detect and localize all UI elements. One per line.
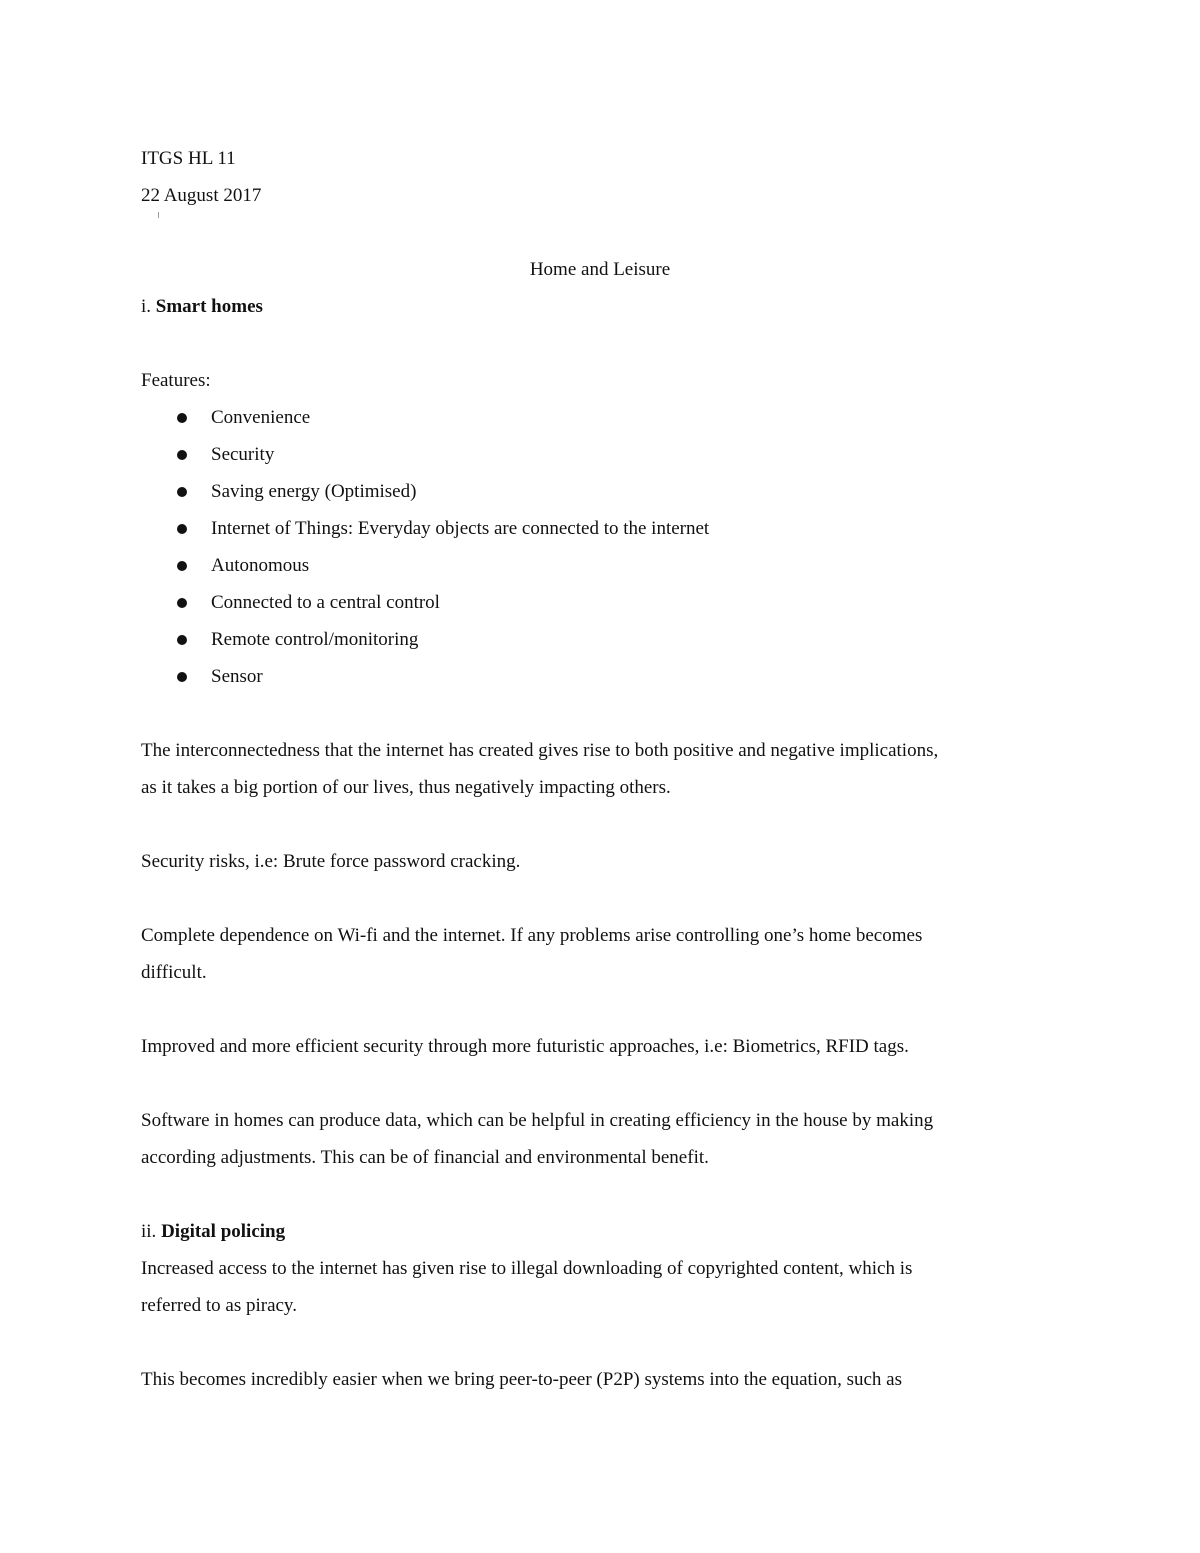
list-item <box>141 473 1056 510</box>
list-item-text: Autonomous <box>211 555 310 576</box>
section-number: ii. <box>141 1221 157 1242</box>
blank-line <box>141 695 1056 732</box>
paragraph-line: The interconnectedness that the internet has created gives rise to both positive and negative implications, <box>141 740 939 761</box>
section-title: Smart homes <box>155 296 263 317</box>
list-item <box>141 436 1056 473</box>
blank-line <box>141 1065 1056 1102</box>
document-body <box>141 140 1056 1398</box>
blank-line <box>141 991 1056 1028</box>
section-heading-digital-policing <box>141 1213 1056 1250</box>
paragraph-line: referred to as piracy. <box>141 1295 297 1316</box>
paragraph-line: Improved and more efficient security through more futuristic approaches, i.e: Biometrics, RFID tags. <box>141 1036 909 1057</box>
section-number: i. <box>141 296 152 317</box>
paragraph-line: according adjustments. This can be of financial and environmental benefit. <box>141 1147 709 1168</box>
paragraph-line: This becomes incredibly easier when we bring peer-to-peer (P2P) systems into the equation, such as <box>141 1369 902 1390</box>
blank-line <box>141 806 1056 843</box>
paragraph-line: Complete dependence on Wi-fi and the internet. If any problems arise controlling one’s home becomes <box>141 925 923 946</box>
date-line: 22 August 2017 <box>141 185 262 206</box>
list-item-text: Remote control/monitoring <box>211 629 419 650</box>
list-item <box>141 584 1056 621</box>
section-heading-smart-homes <box>141 288 1056 325</box>
paragraph-line: Security risks, i.e: Brute force password cracking. <box>141 851 521 872</box>
list-item-text: Saving energy (Optimised) <box>211 481 417 502</box>
list-item-text: Connected to a central control <box>211 592 440 613</box>
list-item <box>141 547 1056 584</box>
paragraph-line: difficult. <box>141 962 207 983</box>
list-item <box>141 510 1056 547</box>
blank-line <box>141 880 1056 917</box>
bullet-icon <box>177 672 187 682</box>
blank-line <box>141 1176 1056 1213</box>
features-label: Features: <box>141 370 211 391</box>
section-title: Digital policing <box>161 1221 286 1242</box>
bullet-icon <box>177 413 187 423</box>
list-item-text: Internet of Things: Everyday objects are connected to the internet <box>211 518 710 539</box>
bullet-icon <box>177 598 187 608</box>
document-title: Home and Leisure <box>529 259 671 280</box>
list-item-text: Convenience <box>211 407 311 428</box>
list-item <box>141 621 1056 658</box>
bullet-icon <box>177 450 187 460</box>
paragraph-line: as it takes a big portion of our lives, thus negatively impacting others. <box>141 777 671 798</box>
paragraph-line: Software in homes can produce data, which can be helpful in creating efficiency in the house by making <box>141 1110 934 1131</box>
bullet-icon <box>177 487 187 497</box>
list-item-text: Security <box>211 444 275 465</box>
features-list <box>141 399 1056 695</box>
bullet-icon <box>177 561 187 571</box>
course-line: ITGS HL 11 <box>141 148 236 169</box>
blank-line <box>141 325 1056 362</box>
bullet-icon <box>177 635 187 645</box>
list-item <box>141 658 1056 695</box>
list-item-text: Sensor <box>211 666 263 687</box>
paragraph-line: Increased access to the internet has given rise to illegal downloading of copyrighted content, which is <box>141 1258 913 1279</box>
bullet-icon <box>177 524 187 534</box>
list-item <box>141 399 1056 436</box>
blank-line <box>141 1324 1056 1361</box>
blank-line <box>141 214 1056 251</box>
